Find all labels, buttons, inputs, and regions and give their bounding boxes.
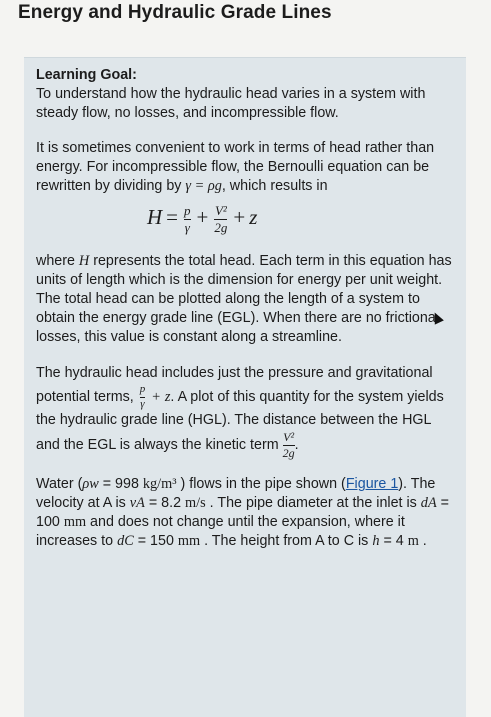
page-title: Energy and Hydraulic Grade Lines [18,2,332,23]
bernoulli-head-equation: H = $\frac{p}{\gamma}$ + $\frac{\text{V²}}{2g}$ + z [147,203,258,235]
figure-1-link[interactable]: Figure 1 [345,476,399,493]
velocity-head-fraction: $\frac{\text{V²}}{2g}$ [214,203,228,235]
problem-panel [24,57,466,717]
pressure-head-fraction: $\frac{p}{\gamma}$ [184,203,191,235]
hgl-pressure-fraction: $\frac{p}{\gamma}$ [139,383,146,410]
gamma-definition: γ = ρg [185,178,222,194]
hgl-paragraph: The hydraulic head includes just the pressure and gravitational potential terms, $\frac{p}{\gamma}$ + z. A plot of this quantity for the system yields the hydraulic grade line (HGL). The distance between the HGL and the EGL is always the kinetic term $\frac{\text{V²}}{2g}$ . [36,365,444,460]
problem-paragraph: Water (ρw = 998 kg/m³ ) flows in the pipe shown (Figure 1). The velocity at A is vA = 8.2 m/s . The pipe diameter at the inlet is dA = 100 mm and does not change until the expansion, where it increases to dC = 150 mm . The height from A to C is h = 4 m . [36,476,450,550]
learning-goal-heading: Learning Goal: [36,67,137,83]
intro-paragraph: It is sometimes convenient to work in terms of head rather than energy. For incompressible flow, the Bernoulli equation can be rewritten by dividing by γ = ρg, which results in [36,140,435,194]
egl-paragraph: where H represents the total head. Each term in this equation has units of length which is the dimension for energy per unit weight. The total head can be plotted along the length of a system to obtain the energy grade line (EGL). When there are no frictiona losses, this value is constant along a streamline. [36,253,452,345]
learning-goal-text: To understand how the hydraulic head varies in a system with steady flow, no losses, and incompressible flow. [36,86,426,121]
kinetic-term-fraction: $\frac{\text{V²}}{2g}$ [282,430,295,460]
